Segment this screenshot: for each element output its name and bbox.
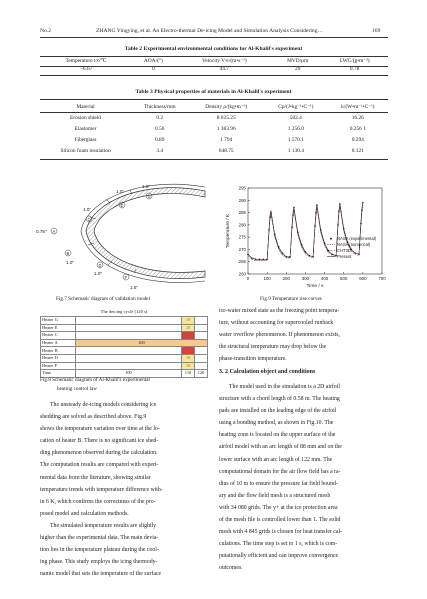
fig9-x-tick-label: 400	[320, 276, 329, 281]
left-line: The computation results are compared with experi-	[40, 462, 159, 469]
fig8-row-time: Time 100 110 120	[41, 370, 208, 378]
fig9-legend-swatch	[330, 238, 332, 240]
table3-col: k/(W•m⁻¹•C⁻¹)	[341, 103, 375, 110]
right-body-text-top	[219, 305, 389, 365]
table2-cell: 0.78	[349, 66, 360, 72]
right-line: putationally efficient and can improve convergence	[219, 553, 339, 560]
table3-col: Cp/(J•kg⁻¹•C⁻¹)	[278, 103, 314, 110]
table2-caption: Table 2 Experimental environmental conditions for Al-Khalil's experiment	[124, 46, 303, 52]
table3-cell: 16.26	[351, 114, 364, 121]
left-line: The unsteady de-icing models considering ice	[50, 402, 157, 408]
right-line: the structural temperature may drop below the	[219, 344, 327, 351]
fig7-heater-b: B	[66, 250, 70, 256]
fig9-legend-label: CHT3D	[337, 248, 351, 253]
table3-cell: 0.89	[154, 136, 165, 143]
right-line: mesh with 4 845 grids is chosen for heat transfer cal-	[219, 529, 342, 536]
table2-cell: 20	[295, 66, 301, 72]
right-line: computational domain for the air flow field has a ra-	[219, 468, 341, 475]
right-line: dius of 10 m to ensure the pressure far field bound-	[219, 480, 338, 487]
fig9-y-tick-label: 280	[238, 222, 246, 228]
table2-cell: 44.7	[219, 66, 229, 72]
fig7-caption: Fig.7 Schematic diagram of validation model	[56, 296, 150, 302]
table3-cell: 0.56	[154, 125, 165, 132]
right-line: ture, without accounting for supercooled runback	[219, 320, 334, 327]
fig7-dim-c: 1.0"	[83, 207, 92, 212]
right-line: structure with a chord length of 0.58 m. The heating	[219, 396, 340, 403]
right-line: The model used in the simulation is a 2D airfoil	[229, 384, 340, 390]
running-title: ZHANG Yingying, et al. An Electro-thermal De-icing Model and Simulation Analysis Considering…	[96, 28, 324, 34]
left-line: ing phase. This study employs the icing thermody-	[40, 559, 158, 566]
left-line: temperature trends with temperature difference with-	[40, 486, 163, 493]
table3-cell: 0.256 1	[349, 125, 366, 132]
table3-caption: Table 3 Physical properties of materials in Al-Khalil's experiment	[135, 89, 292, 95]
fig7-dim-f: 1.5"	[130, 285, 139, 290]
header-rule	[40, 37, 388, 38]
fig9-legend-label: NASA (experimental)	[337, 236, 377, 241]
right-line: airfoil model with an arc length of 88 mm and on the	[219, 444, 342, 451]
right-line: phase-transition temperature.	[219, 356, 287, 363]
fig9-caption: Fig.9 Temperature rise curves	[260, 296, 322, 302]
fig7-heater-f: F	[124, 274, 128, 280]
fig9-y-tick-label: 270	[238, 246, 246, 252]
table3-cell: Elastomer	[74, 125, 97, 132]
table2-cell: 0	[152, 66, 155, 72]
table3-row	[40, 112, 388, 123]
fig9-x-tick-label: 700	[378, 276, 386, 281]
fig9-x-tick-label: 300	[301, 276, 310, 281]
table3-row	[40, 145, 388, 156]
table3-cell: 1 130.4	[287, 147, 304, 154]
fig8-caption-line2: heating control law	[57, 386, 98, 392]
left-line: ding phenomenon observed during the calculation.	[40, 450, 158, 457]
left-line: shows the temperature variation over time at the lo-	[40, 426, 160, 433]
fig9-y-tick-label: 260	[238, 271, 246, 277]
fig9-x-tick-label: 600	[359, 276, 367, 281]
fig9-legend-label: Present	[337, 254, 352, 259]
table2-bottom-rule	[40, 75, 388, 76]
table3-header-row	[40, 101, 388, 112]
right-line: pads are installed on the leading edge of the airfoil	[219, 408, 337, 415]
fig8-row-e: Heater E 10	[41, 324, 208, 332]
fig8-row-d: Heater D 10	[41, 354, 208, 362]
table2-mid-rule	[40, 66, 388, 67]
fig9-y-tick-label: 295	[238, 185, 246, 191]
table3-cell: 1 570.1	[287, 136, 304, 143]
fig9-x-tick-label: 0	[246, 276, 250, 281]
fig7-dim-g: 1.5"	[142, 184, 151, 189]
table3-cell: Fiberglass	[74, 136, 97, 143]
fig7-dim-d: 1.0"	[94, 271, 103, 276]
left-line: in 6 K, which confirms the correctness of the pro-	[40, 498, 156, 505]
left-line: cation of heater B. There is no significant ice shed-	[40, 438, 159, 445]
right-line: with 34 080 grids. The y+ at the ice protection area	[219, 504, 338, 511]
table3-cell: Erosion shield	[69, 114, 101, 121]
fig8-row-f: Heater F 10	[41, 362, 208, 370]
right-line: outcomes.	[219, 565, 243, 572]
fig8-row-b: Heater B	[41, 347, 208, 355]
table2-col: Velocity V∞/(m•s⁻¹)	[201, 58, 247, 64]
left-line: tion lies in the temperature plateau during the cool-	[40, 547, 159, 554]
fig7-heater-a: A	[52, 228, 56, 234]
fig8-row-a: Heater A 100	[41, 339, 208, 347]
table3-cell: 1 383.96	[216, 125, 236, 132]
right-line: heating zone is located on the upper surface of the	[219, 432, 336, 439]
fig9-x-tick-label: 500	[340, 276, 348, 281]
table2-col: Temperature t∞/℃	[65, 58, 107, 64]
table3-cell: Silicon foam insulation	[60, 147, 111, 154]
fig7-heater-e: E	[120, 202, 124, 208]
table2-col: LWC/(g•m⁻³)	[339, 58, 370, 64]
fig8-title: The deicing cycle (120 s)	[100, 309, 148, 314]
right-line: of the mesh file is controlled lower than 1. The solid	[219, 517, 341, 524]
table3-cell: 502.4	[289, 114, 302, 121]
left-line: posed model and calculation methods.	[40, 510, 129, 517]
right-line: using a bonding method, as shown in Fig.10. The	[219, 420, 334, 427]
table3-mid-rule	[40, 112, 388, 113]
header-left: No.2	[40, 28, 52, 34]
left-line: shedding are solved as described above. Fig.9	[40, 414, 147, 421]
fig7-dim-a: 0.75"	[36, 229, 47, 234]
fig7-heater-d: D	[98, 262, 102, 268]
page-number: 169	[372, 28, 381, 34]
fig9-temperature-chart	[222, 182, 388, 292]
table3-cell: 8 025.25	[216, 114, 236, 121]
table3-top-rule	[40, 99, 388, 100]
left-line: namic model that sets the temperature of the surface	[40, 571, 162, 578]
fig8-row-c: Heater C	[41, 332, 208, 340]
right-line: ary and the flow field mesh is a structured mesh	[219, 492, 331, 499]
right-line: ice-water mixed state as the freezing point tempera-	[219, 308, 340, 314]
table2	[40, 57, 388, 73]
fig7-dim-e: 1.0"	[116, 189, 125, 194]
table3-bottom-rule	[40, 159, 388, 160]
fig8-deicing-table	[40, 316, 208, 378]
fig9-x-tick-label: 200	[282, 276, 290, 281]
table2-header-row	[40, 57, 388, 65]
right-line: water overflow phenomenon. If phenomenon exists,	[219, 332, 340, 339]
table3-col: Density ρ/(kg•m⁻³)	[205, 103, 248, 110]
table3	[40, 101, 388, 156]
fig9-y-tick-label: 290	[238, 197, 246, 203]
fig7-heater-c: C	[87, 216, 91, 222]
fig8-row-g: Heater G 10	[41, 317, 208, 325]
table3-cell: 1 256.0	[287, 125, 304, 132]
right-body-text-bottom	[219, 381, 389, 575]
section-heading: 3. 2 Calculation object and conditions	[219, 369, 316, 375]
fig9-legend-label: NASA (numerical)	[337, 242, 371, 247]
table3-col: Thickness/mm	[143, 103, 176, 110]
right-line: lower surface with an arc length of 122 mm. The	[219, 456, 333, 463]
table3-cell: 0.2	[156, 114, 164, 121]
left-line: higher than the experimental data. The main devia-	[40, 535, 159, 542]
fig8-caption-line1: Fig.8 Schematic diagram of Al-Khalil's experimental	[40, 377, 150, 383]
table3-cell: 0.121	[351, 147, 364, 154]
table3-cell: 648.75	[218, 147, 234, 154]
table2-cell: −6.67	[79, 66, 93, 72]
fig9-y-tick-label: 275	[238, 234, 246, 240]
table3-row	[40, 123, 388, 134]
left-body-text	[40, 399, 208, 580]
left-line: mental data from the literature, showing similar	[40, 474, 151, 481]
fig9-y-tick-label: 265	[238, 259, 246, 265]
fig7-dim-b: 1.0"	[66, 260, 75, 265]
table3-row	[40, 134, 388, 145]
fig7-airfoil-diagram	[30, 181, 215, 293]
table3-cell: 0.294	[351, 136, 364, 143]
table3-cell: 1 794	[220, 136, 233, 143]
fig7-heater-g: G	[147, 193, 151, 199]
table3-col: Material	[76, 103, 95, 110]
fig9-y-axis-label: Temperature / K	[226, 213, 231, 249]
fig9-x-axis-label: Time / s	[306, 284, 324, 289]
table2-col: AOA/(°)	[143, 58, 163, 64]
fig9-x-tick-label: 100	[263, 276, 271, 281]
table2-col: MVD/μm	[287, 58, 309, 64]
table3-cell: 3.4	[156, 147, 164, 154]
right-line: culations. The time step is set to 1 s, which is com-	[219, 541, 338, 548]
fig9-y-tick-label: 285	[238, 210, 246, 216]
left-line: The simulated temperature results are slightly	[50, 522, 157, 529]
